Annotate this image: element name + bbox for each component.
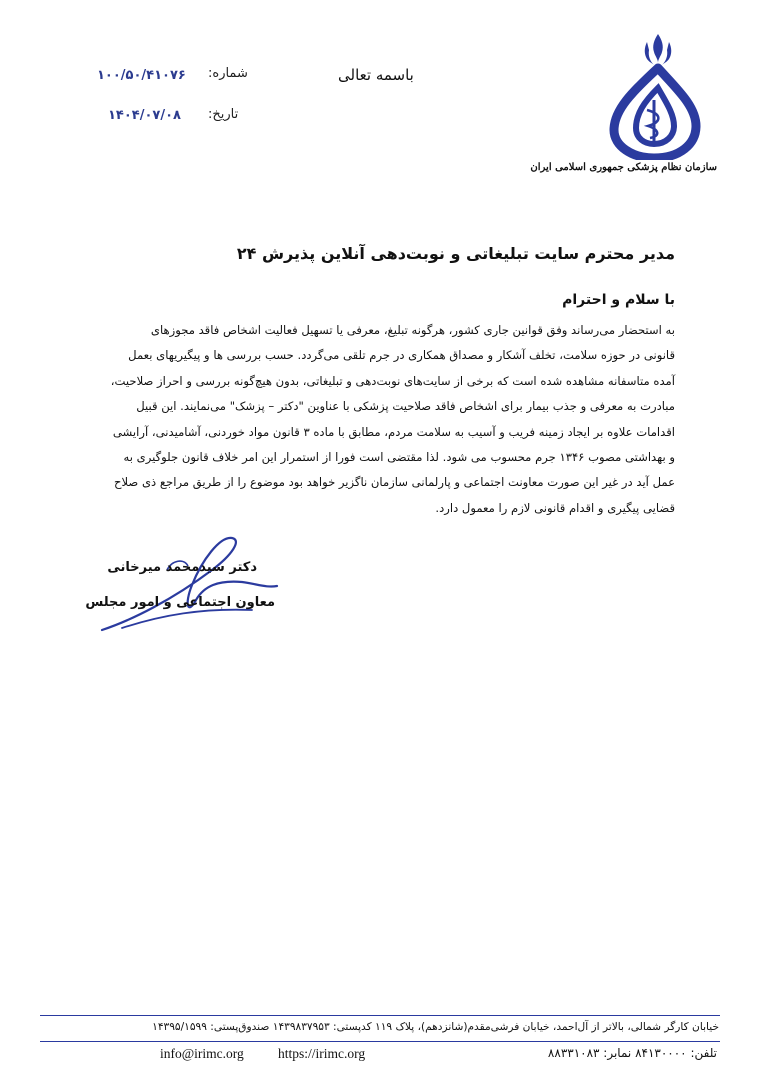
medical-council-emblem-icon <box>592 30 717 160</box>
body-line: اقدامات علاوه بر ایجاد زمینه فریب و آسیب به سلامت مردم، مطابق با ماده ۳ قانون مواد خوردنی، آشامیدنی، آرایشی <box>112 424 675 439</box>
date-label: تاریخ: <box>208 107 239 122</box>
recipient-title: مدیر محترم سایت تبلیغاتی و نوبت‌دهی آنلاین پذیرش ۲۴ <box>236 244 675 263</box>
footer-divider-bottom <box>40 1041 720 1042</box>
body-line: قضایی پیگیری و اقدام قانونی لازم را معمول دارد. <box>435 500 675 515</box>
letter-body <box>75 318 675 521</box>
body-line: مبادرت به معرفی و جذب بیمار برای اشخاص فاقد صلاحیت پزشکی با عناوین "دکتر – پزشک" می‌نمایند. این قبیل <box>136 399 675 414</box>
letter-date: ۱۴۰۴/۰۷/۰۸ <box>108 108 181 123</box>
organization-name: سازمان نظام پزشکی جمهوری اسلامی ایران <box>530 162 717 173</box>
signatory-title: معاون اجتماعی و امور مجلس <box>85 595 275 610</box>
footer-website-link[interactable]: https://irimc.org <box>278 1046 366 1061</box>
organization-logo <box>530 30 717 190</box>
signatory-name: دکتر سیدمحمد میرخانی <box>107 560 257 575</box>
greeting: با سلام و احترام <box>562 292 675 308</box>
footer-phone: تلفن: ۸۴۱۳۰۰۰۰ نمابر: ۸۸۳۳۱۰۸۳ <box>547 1046 717 1060</box>
body-line: قانونی در حوزه سلامت، تخلف آشکار و مصداق همکاری در جرم تلقی می‌گردد. حسب بررسی ها و پیگیریهای بعمل <box>128 348 675 363</box>
letter-number: ۱۰۰/۵۰/۴۱۰۷۶ <box>97 68 186 83</box>
body-line: آمده متاسفانه مشاهده شده است که برخی از سایت‌های نوبت‌دهی و تبلیغاتی، بدون هیچ‌گونه بررسی و احراز صلاحیت، <box>110 373 675 388</box>
footer-email-link[interactable]: info@irimc.org <box>160 1046 244 1061</box>
footer-address: خیابان کارگر شمالی، بالاتر از آل‌احمد، خیابان فرشی‌مقدم(شانزدهم)، پلاک ۱۱۹ کدپستی: ۱۴۳۹۸۳۷۹۵۳ صندوق‌پستی: ۱۴۳۹۵/۱۵۹۹ <box>152 1021 719 1033</box>
basmala: باسمه تعالی <box>338 66 414 84</box>
number-label: شماره: <box>208 66 248 81</box>
body-line: به استحضار می‌رساند وفق قوانین جاری کشور، هرگونه تبلیغ، معرفی یا تسهیل فعالیت اشخاص فاقد مجوزهای <box>150 323 675 337</box>
body-line: عمل آید در غیر این صورت معاونت اجتماعی و پارلمانی سازمان ناگزیر خواهد بود موضوع را از طریق مراجع ذی صلاح <box>114 475 675 490</box>
handwritten-signature <box>92 530 282 640</box>
iran-emblem-icon <box>645 34 672 65</box>
footer-divider-top <box>40 1015 720 1016</box>
body-line: و بهداشتی مصوب ۱۳۴۶ جرم محسوب می شود. لذا مقتضی است فورا از استمرار این امر خلاف قانون جلوگیری به <box>123 450 675 465</box>
